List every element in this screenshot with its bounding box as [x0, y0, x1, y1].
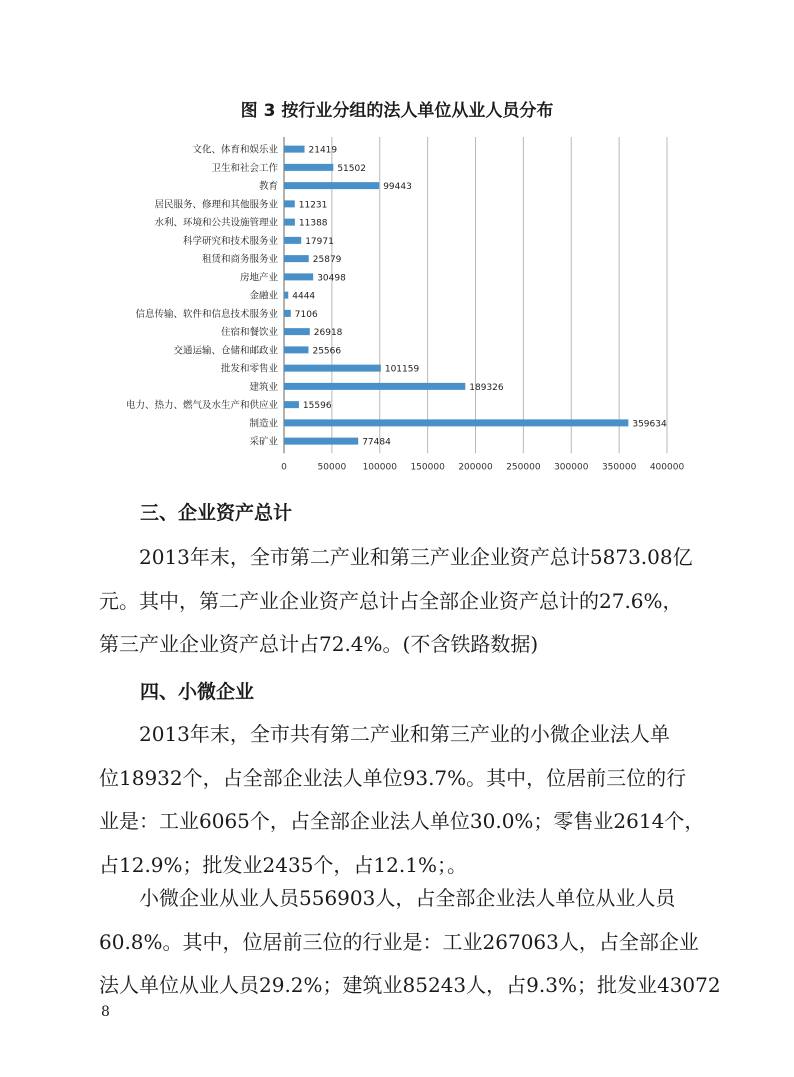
data-label: 51502 [337, 163, 366, 174]
category-label: 交通运输、仓储和邮政业 [173, 345, 278, 357]
data-label: 25879 [312, 255, 342, 266]
bar [284, 200, 295, 207]
category-label: 建筑业 [249, 381, 278, 393]
x-tick-label: 350000 [601, 462, 637, 473]
x-tick-label: 0 [281, 462, 287, 473]
bar [284, 273, 313, 280]
bar [284, 292, 288, 299]
x-tick-label: 150000 [410, 462, 445, 473]
data-label: 77484 [362, 437, 391, 448]
data-label: 359634 [632, 419, 667, 430]
data-label: 21419 [308, 145, 338, 156]
category-label: 居民服务、修理和其他服务业 [154, 199, 278, 211]
bar [284, 419, 628, 426]
paragraph-line: 60.8%。其中，位居前三位的行业是：工业267063人，占全部企业 [99, 929, 699, 954]
bar-chart [100, 130, 690, 475]
paragraph-line: 占12.9%；批发业2435个，占12.1%；。 [99, 852, 467, 877]
paragraph-line: 元。其中，第二产业企业资产总计占全部企业资产总计的27.6%， [99, 588, 683, 613]
x-tick-label: 100000 [362, 462, 397, 473]
x-tick-label: 200000 [458, 462, 493, 473]
paragraph-line: 第三产业企业资产总计占72.4%。(不含铁路数据) [99, 632, 539, 656]
paragraph-assets [99, 536, 705, 667]
bar [284, 164, 333, 171]
bar [284, 237, 301, 244]
data-label: 189326 [469, 382, 504, 393]
bar [284, 401, 299, 408]
bar [284, 438, 358, 445]
paragraph-line: 位18932个，占全部企业法人单位93.7%。其中，位居前三位的行 [99, 765, 687, 790]
category-label: 租赁和商务服务业 [201, 254, 278, 266]
data-label: 15596 [302, 401, 332, 412]
category-label: 采矿业 [249, 436, 278, 448]
x-tick-label: 400000 [649, 462, 685, 473]
paragraph-line: 2013年末，全市共有第二产业和第三产业的小微企业法人单 [99, 722, 670, 746]
category-label: 教育 [258, 181, 278, 193]
category-label: 水利、环境和公共设施管理业 [154, 217, 278, 229]
x-tick-label: 300000 [554, 462, 589, 473]
bar [284, 328, 310, 335]
data-label: 99443 [383, 182, 412, 193]
category-label: 科学研究和技术服务业 [182, 235, 278, 247]
section-heading-assets: 三、企业资产总计 [140, 502, 293, 524]
paragraph-small-enterprises-units [99, 713, 705, 887]
bar [284, 365, 381, 372]
section-heading-small-enterprises: 四、小微企业 [140, 681, 255, 703]
bar [284, 255, 309, 262]
paragraph-line: 小微企业从业人员556903人，占全部企业法人单位从业人员 [99, 886, 676, 910]
data-label: 101159 [384, 364, 420, 375]
x-tick-label: 250000 [506, 462, 541, 473]
category-label: 金融业 [249, 290, 278, 302]
category-label: 房地产业 [239, 272, 278, 284]
data-label: 25566 [312, 346, 342, 357]
bar [284, 383, 465, 390]
data-label: 11388 [298, 218, 328, 229]
paragraph-line: 业是：工业6065个，占全部企业法人单位30.0%；零售业2614个， [99, 809, 705, 833]
data-label: 11231 [298, 200, 328, 211]
category-label: 住宿和餐饮业 [220, 327, 278, 339]
data-label: 4444 [292, 291, 316, 302]
category-label: 批发和零售业 [220, 363, 278, 375]
x-tick-label: 50000 [317, 462, 347, 473]
bar [284, 219, 295, 226]
data-label: 26918 [313, 328, 343, 339]
data-label: 7106 [294, 309, 318, 320]
paragraph-line: 法人单位从业人员29.2%；建筑业85243人，占9.3%；批发业43072 [99, 973, 721, 997]
figure-title: 图 3 按行业分组的法人单位从业人员分布 [240, 101, 554, 121]
category-label: 电力、热力、燃气及水生产和供应业 [125, 400, 278, 412]
bar [284, 346, 308, 353]
category-label: 信息传输、软件和信息技术服务业 [135, 308, 278, 320]
data-label: 17971 [305, 236, 334, 247]
paragraph-line: 2013年末，全市第二产业和第三产业企业资产总计5873.08亿 [99, 545, 693, 569]
data-label: 30498 [317, 273, 346, 284]
category-label: 制造业 [249, 418, 278, 430]
bar [284, 182, 379, 189]
paragraph-small-enterprises-employees [99, 877, 721, 1008]
page-number: 8 [101, 1004, 110, 1020]
category-label: 卫生和社会工作 [211, 162, 278, 174]
bar [284, 146, 305, 153]
category-label: 文化、体育和娱乐业 [192, 144, 278, 156]
bar [284, 310, 291, 317]
